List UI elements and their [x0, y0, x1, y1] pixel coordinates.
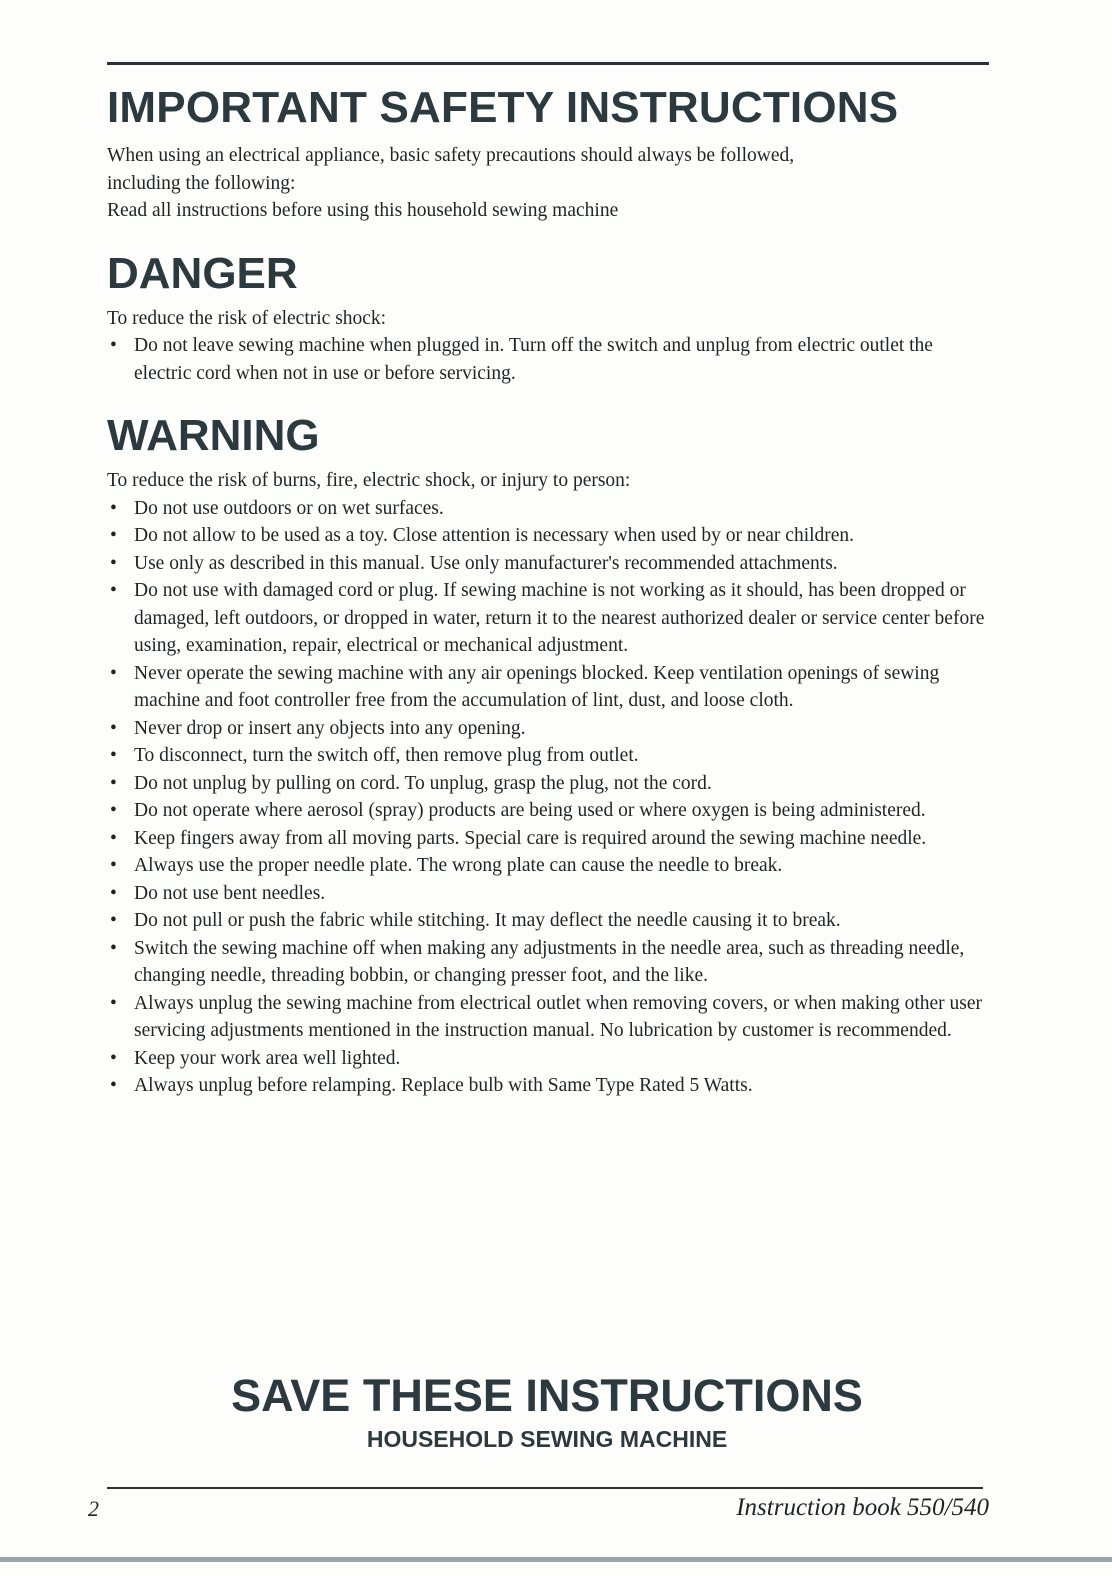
list-item: • Do not use with damaged cord or plug. If sewing machine is not working as it should, has been dropped or damaged, left outdoors, or dropped in water, return it to the nearest authorized dealer or service center before using, examination, repair, electrical or mechanical adjustment.	[107, 577, 987, 660]
list-item: • Always unplug the sewing machine from electrical outlet when removing covers, or when making other user servicing adjustments mentioned in the instruction manual. No lubrication by customer is recommended.	[107, 990, 987, 1045]
list-item: • Switch the sewing machine off when making any adjustments in the needle area, such as threading needle, changing needle, threading bobbin, or changing presser foot, and the like.	[107, 935, 987, 990]
list-item: • Do not use bent needles.	[107, 880, 987, 908]
save-instructions-title: SAVE THESE INSTRUCTIONS	[231, 1370, 863, 1421]
bottom-rule	[107, 1487, 983, 1489]
safety-content	[107, 80, 987, 1100]
warning-section	[107, 409, 987, 1100]
list-item: • Use only as described in this manual. Use only manufacturer's recommended attachments.	[107, 550, 987, 578]
list-item: • To disconnect, turn the switch off, then remove plug from outlet.	[107, 742, 987, 770]
page-number: 2	[88, 1496, 99, 1521]
list-item: • Always unplug before relamping. Replace bulb with Same Type Rated 5 Watts.	[107, 1072, 987, 1100]
intro-line: including the following:	[107, 172, 296, 194]
top-rule	[107, 62, 989, 65]
intro-line: Read all instructions before using this household sewing machine	[107, 200, 619, 221]
intro-text	[107, 142, 987, 225]
list-item: • Do not leave sewing machine when plugged in. Turn off the switch and unplug from electric outlet the electric cord when not in use or before servicing.	[107, 332, 987, 387]
list-item: • Never drop or insert any objects into any opening.	[107, 715, 987, 743]
list-item: • Do not allow to be used as a toy. Close attention is necessary when used by or near children.	[107, 522, 987, 550]
list-item: • Do not operate where aerosol (spray) products are being used or where oxygen is being administered.	[107, 797, 987, 825]
household-subtitle: HOUSEHOLD SEWING MACHINE	[366, 1426, 728, 1452]
list-item: • Do not unplug by pulling on cord. To unplug, grasp the plug, not the cord.	[107, 770, 987, 798]
danger-lead: To reduce the risk of electric shock:	[107, 307, 387, 329]
page-edge	[0, 1557, 1112, 1562]
list-item: • Do not pull or push the fabric while stitching. It may deflect the needle causing it to break.	[107, 907, 987, 935]
list-item: • Keep fingers away from all moving parts. Special care is required around the sewing machine needle.	[107, 825, 987, 853]
danger-section	[107, 247, 987, 388]
book-title: Instruction book 550/540	[736, 1494, 989, 1521]
list-item: • Always use the proper needle plate. The wrong plate can cause the needle to break.	[107, 852, 987, 880]
page-title: IMPORTANT SAFETY INSTRUCTIONS	[107, 83, 899, 132]
intro-line: When using an electrical appliance, basic safety precautions should always be followed,	[107, 145, 795, 166]
list-item: • Do not use outdoors or on wet surfaces.	[107, 495, 987, 523]
warning-heading: WARNING	[107, 411, 320, 460]
list-item: • Keep your work area well lighted.	[107, 1045, 987, 1073]
danger-heading: DANGER	[107, 248, 298, 298]
save-instructions-block	[107, 1368, 987, 1454]
list-item: • Never operate the sewing machine with any air openings blocked. Keep ventilation openings of sewing machine and foot controller free from the accumulation of lint, dust, and loose cloth.	[107, 660, 987, 715]
warning-list	[107, 495, 987, 1100]
danger-list	[107, 332, 987, 387]
warning-lead: To reduce the risk of burns, fire, electric shock, or injury to person:	[107, 470, 631, 491]
